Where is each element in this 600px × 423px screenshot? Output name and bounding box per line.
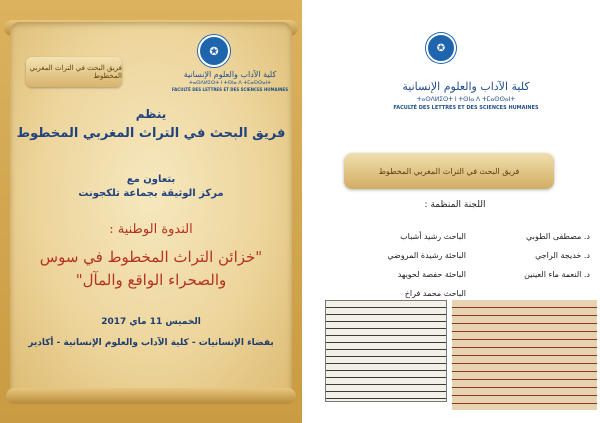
symposium-label: الندوة الوطنية : xyxy=(109,222,193,237)
organizing-committee-title: اللجنة المنظمة : xyxy=(424,200,486,210)
scroll-bottom-roll xyxy=(6,388,296,404)
program-faculty-name-french: FACULTÉ DES LETTRES ET DES SCIENCES HUMAINES xyxy=(393,105,539,111)
organizes-heading: ينظم xyxy=(135,107,167,121)
symposium-theme-line-1: "خزائن التراث المخطوط في سوس xyxy=(39,248,263,266)
committee-member: الباحث محمد فراخ xyxy=(404,289,466,298)
committee-member: الباحثة حفصة لحويهد xyxy=(397,270,466,279)
program-faculty-name-amazigh: ⵜⴰⵙⴷⵍⵉⵙⵜ ⵏ ⵜⵙⵏⴰ ⴷ ⵜⵎⴰⵙⵙⴰⵏⵜ xyxy=(416,96,516,103)
program-team-ribbon xyxy=(344,153,554,189)
committee-member: الباحث رشيد أشباب xyxy=(400,232,466,241)
university-seal-icon: ✪ xyxy=(426,33,456,63)
symposium-theme-line-2: والصحراء الواقع والمآل" xyxy=(75,271,227,289)
team-ribbon xyxy=(26,57,122,87)
university-seal-icon: ✪ xyxy=(198,35,230,67)
manuscript-image-right xyxy=(452,300,597,410)
event-venue: بفضاء الإنسانيات - كلية الآداب والعلوم الإنسانية - أكادير xyxy=(28,338,274,348)
committee-member: الباحثة رشيدة المروضي xyxy=(387,251,466,260)
program-team-ribbon-text: فريق البحث في التراث المغربي المخطوط xyxy=(378,166,520,176)
program-faculty-name-arabic: كلية الآداب والعلوم الإنسانية xyxy=(402,80,530,93)
faculty-name-arabic: كلية الآداب والعلوم الإنسانية xyxy=(183,70,277,79)
committee-member: د. مصطفى الطوبي xyxy=(526,232,590,241)
research-team-title: فريق البحث في التراث المغربي المخطوط xyxy=(16,126,286,141)
committee-member: د. النعمة ماء العينين xyxy=(524,270,590,279)
manuscript-image-left xyxy=(325,300,447,402)
faculty-name-french: FACULTÉ DES LETTRES ET DES SCIENCES HUMAINES xyxy=(171,87,289,92)
committee-member: د. خديجة الراجي xyxy=(535,251,590,260)
team-ribbon-text: فريق البحث في التراث المغربي المخطوط xyxy=(29,64,122,80)
collaboration-label: بتعاون مع xyxy=(126,174,176,185)
partner-center-name: مركز الوثيقة بجماعة تلكجونت xyxy=(78,188,224,199)
faculty-name-amazigh: ⵜⴰⵙⴷⵍⵉⵙⵜ ⵏ ⵜⵙⵏⴰ ⴷ ⵜⵎⴰⵙⵙⴰⵏⵜ xyxy=(189,80,271,86)
event-date: الخميس 11 ماي 2017 xyxy=(101,317,201,327)
